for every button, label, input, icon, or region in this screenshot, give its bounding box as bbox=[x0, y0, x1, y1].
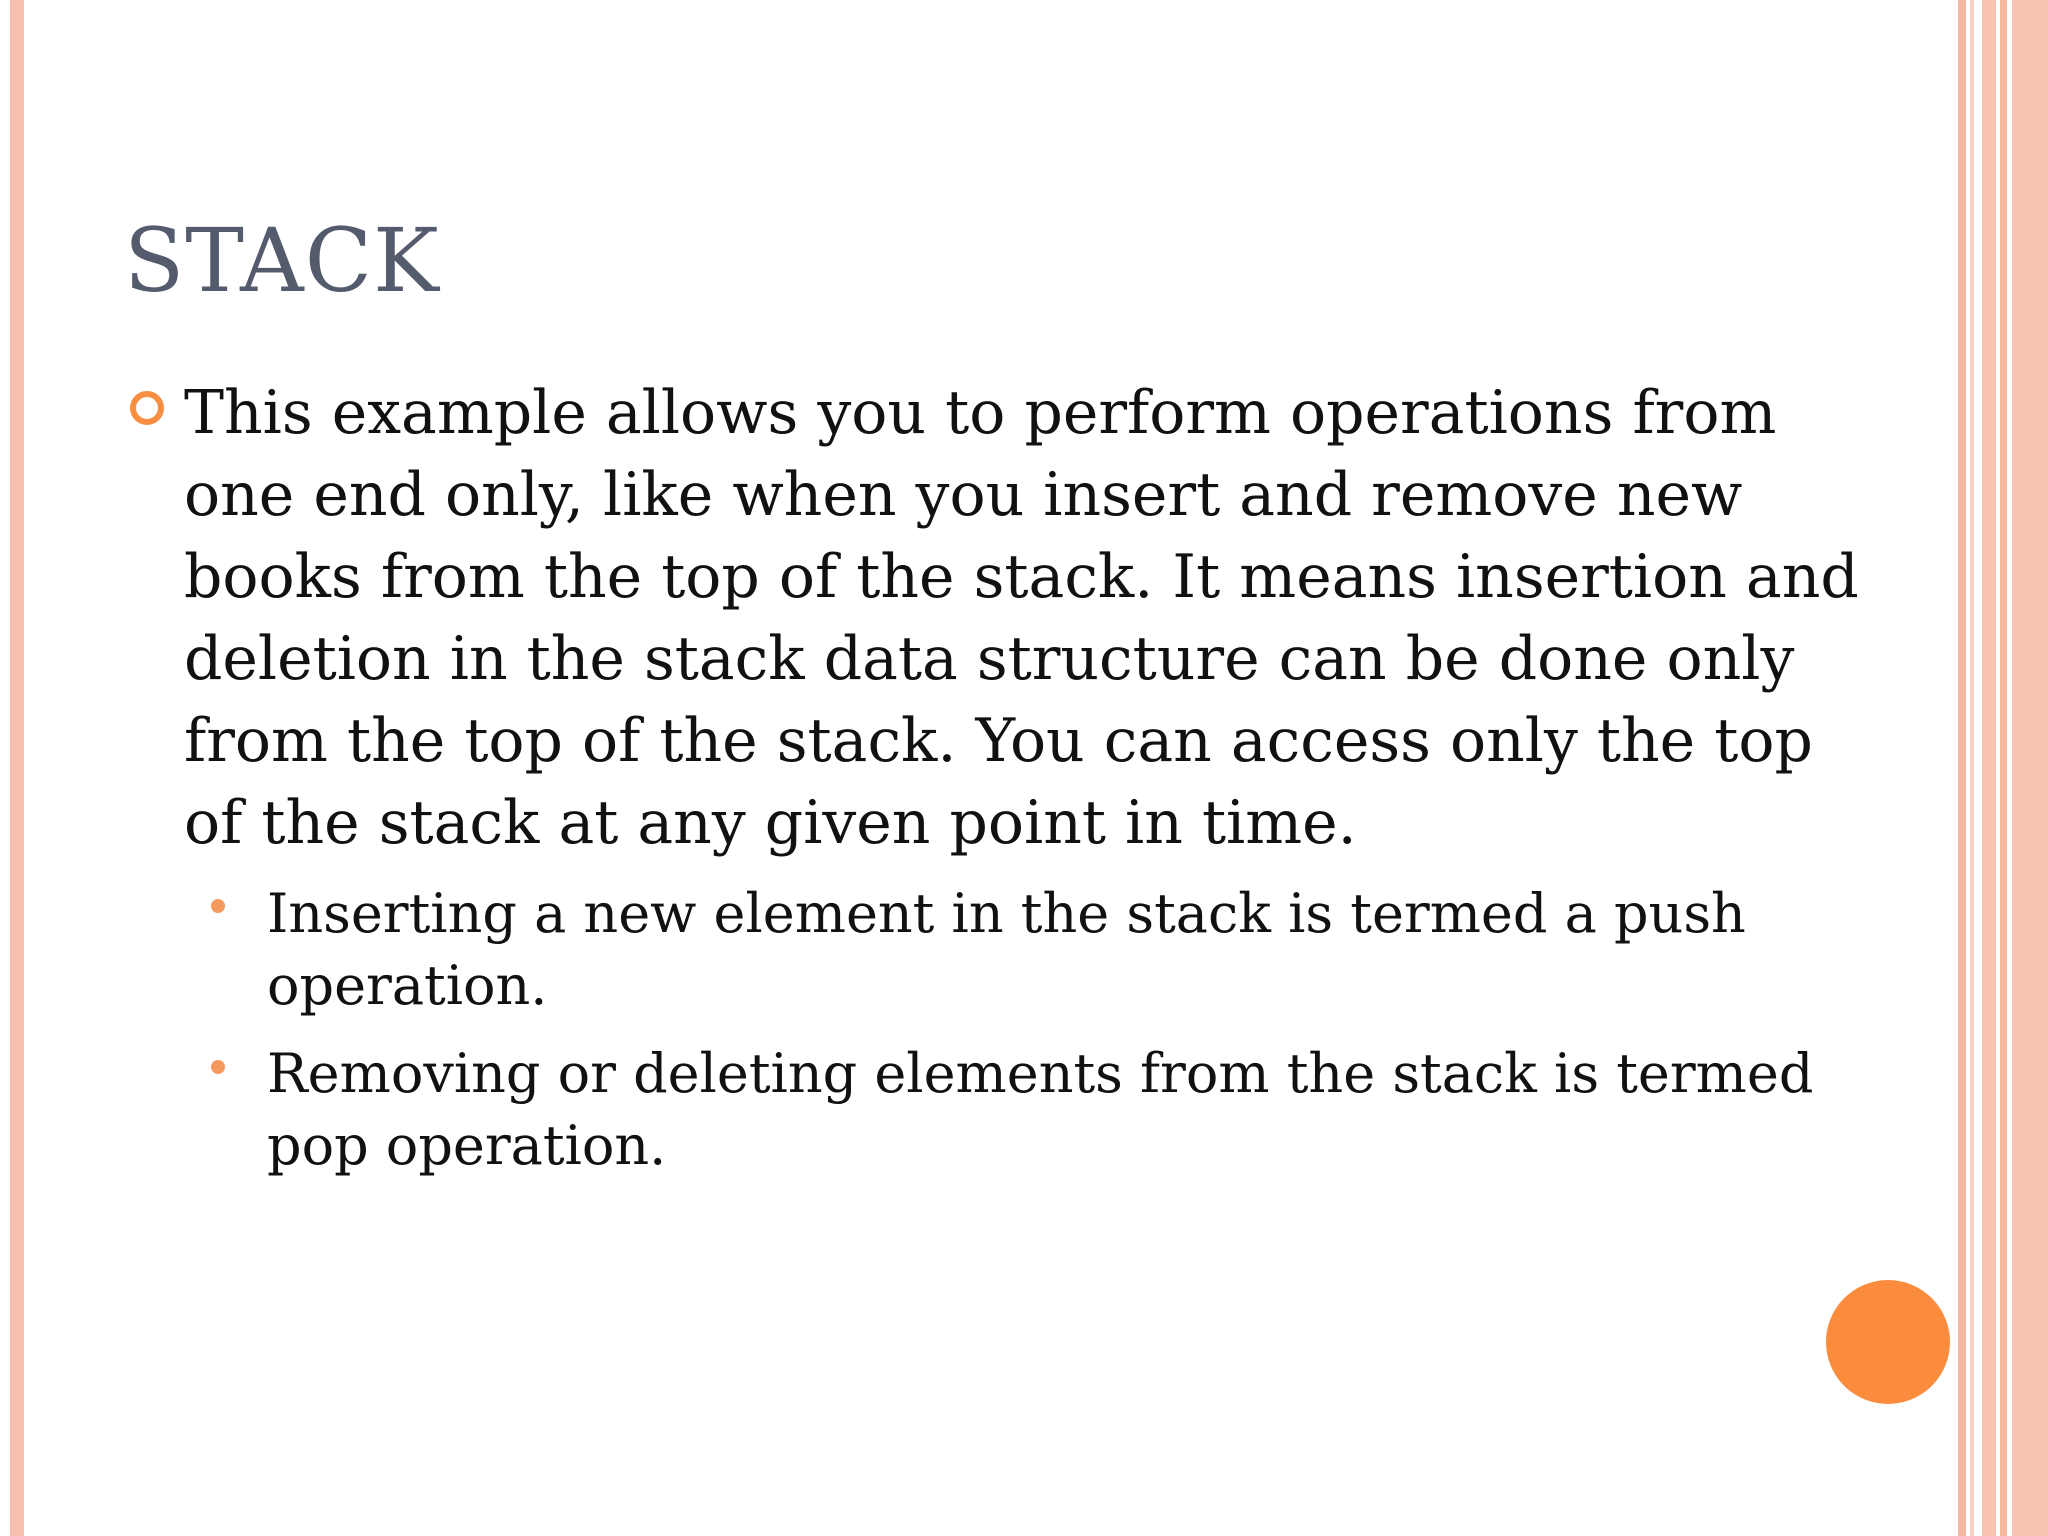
orange-circle-icon bbox=[1826, 1280, 1950, 1404]
right-frame-stripe bbox=[2000, 0, 2007, 1536]
right-frame-stripe bbox=[2012, 0, 2048, 1536]
dot-bullet-icon bbox=[211, 899, 225, 913]
sub-bullet-text: Removing or deleting elements from the stack is termed pop operation. bbox=[267, 1042, 1814, 1177]
sub-bullet-text: Inserting a new element in the stack is termed a push operation. bbox=[267, 882, 1746, 1017]
dot-bullet-icon bbox=[211, 1060, 225, 1074]
left-frame-stripe bbox=[10, 0, 24, 1536]
right-frame-stripe bbox=[1970, 0, 1974, 1536]
right-frame-stripe bbox=[1982, 0, 1996, 1536]
ring-bullet-icon bbox=[130, 391, 164, 425]
slide-title: STACK bbox=[124, 209, 440, 312]
main-bullet-text: This example allows you to perform operations from one end only, like when you insert and remove new books from the top of the stack. It means insertion and deletion in the stack data structure can be done only from the top of the stack. You can access only the top of the stack at any given point in time. bbox=[184, 378, 1859, 858]
right-frame-stripe bbox=[1958, 0, 1966, 1536]
